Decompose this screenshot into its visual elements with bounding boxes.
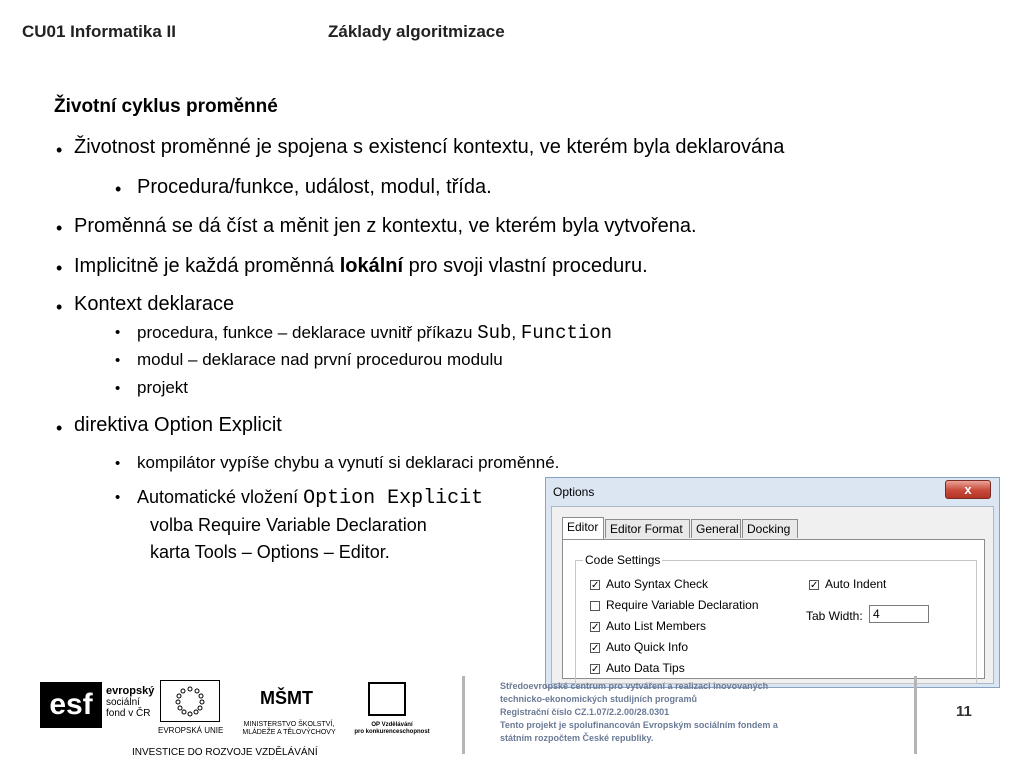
- op-line: pro konkurenceschopnost: [354, 729, 430, 735]
- esf-logo: esf: [40, 682, 102, 728]
- bullet-dot: •: [56, 297, 63, 317]
- project-info-line: Tento projekt je spolufinancován Evropským sociálním fondem a: [500, 720, 778, 730]
- footer-divider: [914, 676, 917, 754]
- bullet-option-explicit: direktiva Option Explicit: [74, 414, 282, 436]
- tab-editor-format[interactable]: Editor Format: [605, 519, 690, 538]
- esf-text: [106, 686, 154, 719]
- auto-data-tips-checkbox[interactable]: ✓: [591, 664, 600, 675]
- options-dialog: [545, 477, 1000, 688]
- sub-bullet-auto-insert: [137, 487, 483, 510]
- editor-panel: [562, 539, 985, 679]
- text-fragment: procedura, funkce – deklarace uvnitř příkazu: [137, 323, 478, 342]
- bullet-implicit-local: [74, 255, 648, 278]
- auto-syntax-check-label: Auto Syntax Check: [606, 577, 709, 591]
- project-info-line: státním rozpočtem České republiky.: [500, 733, 654, 743]
- code-sub: Sub: [477, 322, 512, 344]
- msmt-line: MLÁDEŽE A TĚLOVÝCHOVY: [242, 729, 336, 736]
- esf-line: fond v ČR: [106, 708, 151, 719]
- sub-bullet-project: projekt: [137, 378, 189, 397]
- footer-logos: [38, 676, 458, 762]
- tab-editor[interactable]: Editor: [562, 517, 604, 539]
- project-info-line: technicko-ekonomických studijních programů: [500, 694, 698, 704]
- eu-flag-icon: [160, 680, 220, 722]
- msmt-label: [233, 721, 345, 737]
- esf-line: sociální: [106, 697, 140, 708]
- sub-bullet-compiler: kompilátor vypíše chybu a vynutí si deklaraci proměnné.: [137, 453, 560, 472]
- tab-width-label: Tab Width:: [806, 609, 863, 623]
- code-function: Function: [520, 322, 613, 344]
- auto-list-members-label: Auto List Members: [606, 619, 707, 633]
- dialog-title: Options: [553, 485, 595, 499]
- esf-line: evropský: [106, 685, 155, 697]
- auto-data-tips-label: Auto Data Tips: [606, 661, 685, 675]
- bullet-dot: •: [56, 258, 63, 278]
- msmt-logo: MŠMT: [260, 688, 313, 708]
- text-fragment: Implicitně je každá proměnná: [74, 255, 340, 277]
- require-declaration-note: volba Require Variable Declaration: [150, 515, 427, 535]
- project-info-line: Středoevropské centrum pro vytváření a realizaci inovovaných: [500, 681, 769, 691]
- auto-indent-label: Auto Indent: [825, 577, 887, 591]
- close-icon: x: [964, 482, 972, 497]
- footer-divider: [462, 676, 465, 754]
- op-label: [352, 722, 432, 736]
- bullet-lifetime: Životnost proměnné je spojena s existencí kontextu, ve kterém byla deklarována: [74, 136, 785, 158]
- tools-options-note: karta Tools – Options – Editor.: [150, 542, 390, 562]
- project-info: [500, 680, 910, 745]
- bullet-context: Kontext deklarace: [74, 293, 235, 315]
- project-info-line: Registrační číslo CZ.1.07/2.2.00/28.0301: [500, 707, 670, 717]
- tab-width-input[interactable]: 4: [869, 605, 929, 623]
- auto-syntax-check-checkbox[interactable]: ✓: [591, 580, 600, 591]
- bullet-dot: •: [115, 380, 121, 397]
- code-settings-legend: Code Settings: [585, 553, 661, 567]
- topic-title: Základy algoritmizace: [328, 22, 505, 41]
- msmt-line: MINISTERSTVO ŠKOLSTVÍ,: [243, 721, 335, 728]
- bullet-dot: •: [115, 489, 121, 506]
- tab-docking[interactable]: Docking: [742, 519, 798, 538]
- op-logo-icon: [368, 682, 406, 716]
- bullet-dot: •: [115, 352, 121, 369]
- sub-bullet-module: modul – deklarace nad první procedurou modulu: [137, 350, 503, 369]
- bullet-dot: •: [115, 324, 121, 341]
- close-button[interactable]: [945, 480, 991, 499]
- text-fragment: pro svoji vlastní proceduru.: [403, 255, 648, 277]
- code-option-explicit: Option Explicit: [303, 487, 484, 510]
- require-variable-declaration-checkbox[interactable]: [590, 601, 600, 611]
- bullet-dot: •: [56, 140, 63, 160]
- auto-quick-info-checkbox[interactable]: ✓: [591, 643, 600, 654]
- sub-bullet-procedure: [137, 322, 612, 344]
- course-title: CU01 Informatika II: [22, 22, 176, 41]
- dialog-body: [551, 506, 994, 684]
- auto-quick-info-label: Auto Quick Info: [606, 640, 689, 654]
- text-fragment: Automatické vložení: [137, 487, 304, 507]
- bullet-access: Proměnná se dá číst a měnit jen z kontextu, ve kterém byla vytvořena.: [74, 215, 697, 237]
- invest-slogan: INVESTICE DO ROZVOJE VZDĚLÁVÁNÍ: [132, 747, 318, 758]
- bullet-dot: •: [56, 418, 63, 438]
- page-number: 11: [956, 703, 972, 720]
- require-variable-declaration-label: Require Variable Declaration: [606, 598, 759, 612]
- slide-title: Životní cyklus proměnné: [54, 96, 278, 117]
- emphasis-local: lokální: [339, 255, 404, 277]
- auto-indent-checkbox[interactable]: ✓: [810, 580, 819, 591]
- sub-bullet-scopes: Procedura/funkce, událost, modul, třída.: [137, 176, 492, 198]
- bullet-dot: •: [56, 218, 63, 238]
- tab-general[interactable]: General: [691, 519, 741, 538]
- bullet-dot: •: [115, 455, 121, 472]
- eu-label: EVROPSKÁ UNIE: [158, 726, 224, 735]
- bullet-dot: •: [115, 179, 122, 199]
- op-line: OP Vzdělávání: [371, 722, 413, 728]
- text-fragment: ,: [511, 323, 521, 342]
- auto-list-members-checkbox[interactable]: ✓: [591, 622, 600, 633]
